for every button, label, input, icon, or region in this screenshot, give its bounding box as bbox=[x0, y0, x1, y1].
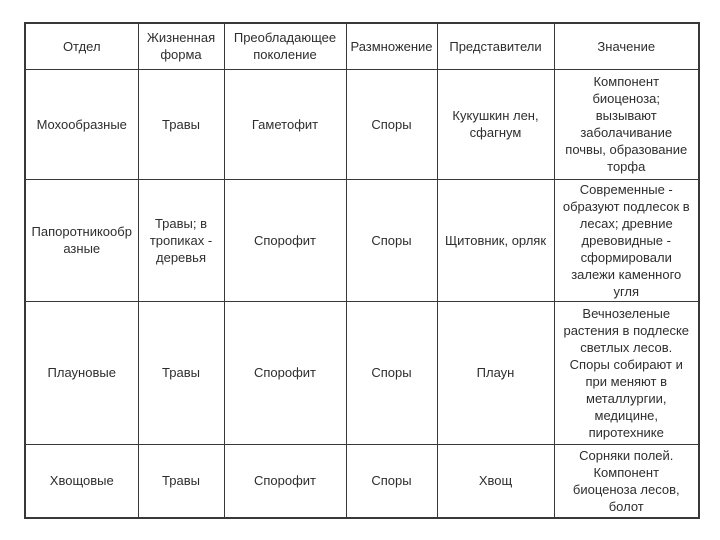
cell-life-form: Травы bbox=[138, 301, 224, 444]
cell-significance: Сорняки полей. Компонент биоценоза лесов, болот bbox=[554, 444, 699, 518]
cell-representatives: Хвощ bbox=[437, 444, 554, 518]
header-cell-significance: Значение bbox=[554, 23, 699, 69]
table-row-clubmosses bbox=[25, 301, 699, 444]
table-row-mosses bbox=[25, 69, 699, 179]
cell-division: Мохообразные bbox=[25, 69, 138, 179]
table-row-ferns bbox=[25, 179, 699, 301]
cell-generation: Гаметофит bbox=[224, 69, 346, 179]
cell-representatives: Плаун bbox=[437, 301, 554, 444]
cell-reproduction: Споры bbox=[346, 69, 437, 179]
cell-generation: Спорофит bbox=[224, 179, 346, 301]
cell-significance: Вечнозеленые растения в подлеске светлых лесов. Споры собирают и при меняют в металлургии, медицине, пиротехнике bbox=[554, 301, 699, 444]
table-header-row bbox=[25, 23, 699, 69]
cell-division: Плауновые bbox=[25, 301, 138, 444]
cell-life-form: Травы bbox=[138, 69, 224, 179]
table-row-horsetails bbox=[25, 444, 699, 518]
cell-representatives: Кукушкин лен, сфагнум bbox=[437, 69, 554, 179]
cell-life-form: Травы; в тропиках - деревья bbox=[138, 179, 224, 301]
cell-significance: Современные - образуют подлесок в лесах; древние древовидные - сформировали залежи каменного угля bbox=[554, 179, 699, 301]
plants-table bbox=[24, 22, 700, 519]
cell-reproduction: Споры bbox=[346, 444, 437, 518]
cell-life-form: Травы bbox=[138, 444, 224, 518]
cell-reproduction: Споры bbox=[346, 179, 437, 301]
cell-division: Хвощовые bbox=[25, 444, 138, 518]
header-cell-reproduction: Размножение bbox=[346, 23, 437, 69]
header-cell-division: Отдел bbox=[25, 23, 138, 69]
cell-significance: Компонент биоценоза; вызывают заболачивание почвы, образование торфа bbox=[554, 69, 699, 179]
header-cell-generation: Преобладающее поколение bbox=[224, 23, 346, 69]
header-cell-representatives: Представители bbox=[437, 23, 554, 69]
header-cell-life-form: Жизненная форма bbox=[138, 23, 224, 69]
cell-generation: Спорофит bbox=[224, 301, 346, 444]
cell-reproduction: Споры bbox=[346, 301, 437, 444]
cell-generation: Спорофит bbox=[224, 444, 346, 518]
cell-division: Папоротникообразные bbox=[25, 179, 138, 301]
cell-representatives: Щитовник, орляк bbox=[437, 179, 554, 301]
